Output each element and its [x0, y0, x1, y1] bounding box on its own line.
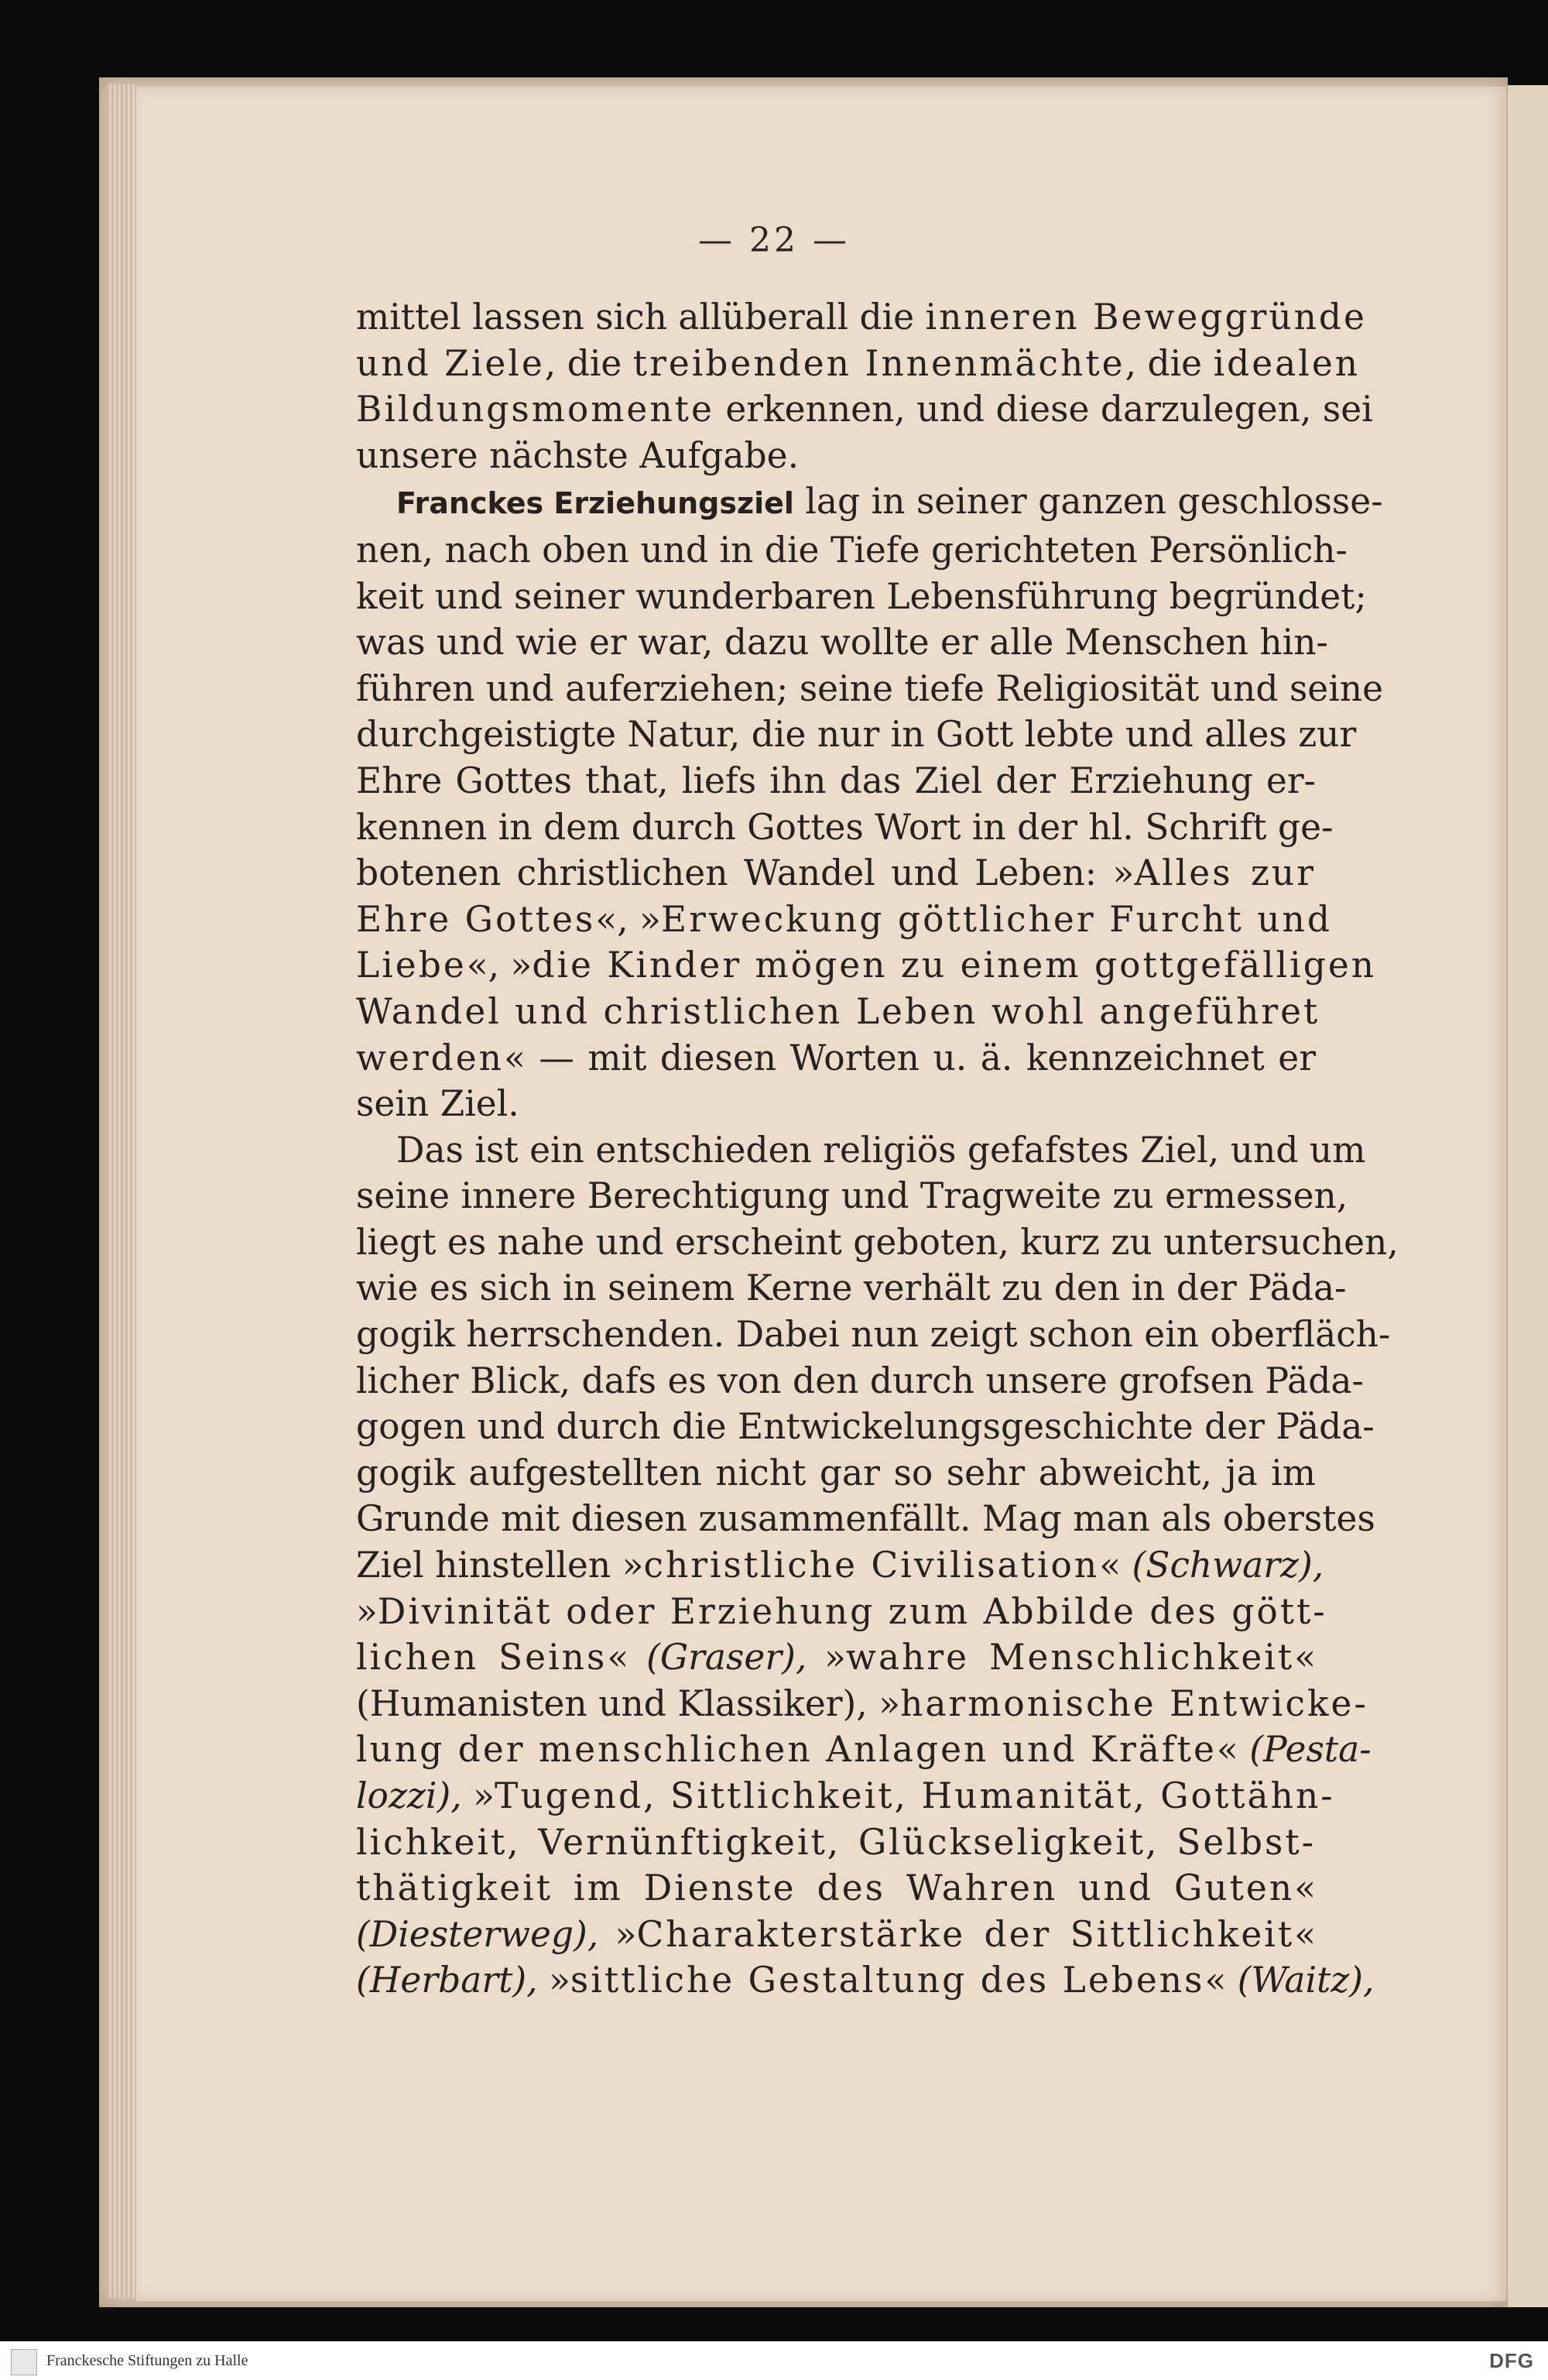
- text-line: [356, 1496, 1375, 1542]
- text-line: [356, 712, 1357, 758]
- text-run: lichen Seins: [356, 1637, 608, 1679]
- text-line: [356, 1819, 1316, 1866]
- footer-bar: [0, 2341, 1548, 2380]
- text-line: [356, 804, 1334, 851]
- text-run: (Schwarz),: [1132, 1545, 1324, 1586]
- text-run: lung der menschlichen Anlagen und Kräfte: [356, 1729, 1217, 1771]
- text-line: [356, 1957, 1375, 2004]
- text-line: [356, 1681, 1368, 1727]
- text-run: (Humanisten und Klassiker), »: [356, 1682, 901, 1724]
- text-run: Franckes Erziehungsziel: [396, 486, 794, 521]
- text-run: «, »: [595, 898, 661, 940]
- text-run: Liebe: [356, 945, 467, 986]
- text-run: Ziel hinstellen »: [356, 1545, 644, 1586]
- text-run: »: [356, 1590, 378, 1632]
- text-run: »: [807, 1637, 847, 1679]
- text-line: [356, 1542, 1324, 1589]
- text-run: Ehre Gottes that, liefs ihn das Ziel der Erziehung er-: [356, 760, 1316, 801]
- text-line: [356, 897, 1332, 943]
- text-run: »: [461, 1775, 495, 1816]
- text-run: (Herbart),: [356, 1960, 538, 2001]
- text-run: sittliche Gestaltung des Lebens: [570, 1960, 1205, 2001]
- text-run: keit und seiner wunderbaren Lebensführung begründet;: [356, 575, 1367, 617]
- text-run: durchgeistigte Natur, die nur in Gott lebte und alles zur: [356, 714, 1357, 756]
- text-run: gogik aufgestellten nicht gar so sehr abweicht, ja im: [356, 1452, 1316, 1494]
- text-run: »: [537, 1960, 570, 2001]
- text-run: (Waitz),: [1237, 1960, 1375, 2001]
- text-run: christliche Civilisation: [643, 1545, 1100, 1586]
- text-line: [356, 1173, 1348, 1219]
- text-line: [356, 758, 1316, 804]
- text-line: [356, 619, 1328, 666]
- text-run: mittel lassen sich allüberall die: [356, 297, 926, 338]
- text-line: [356, 341, 1361, 387]
- text-run: gogik herrschenden. Dabei nun zeigt schon ein oberfläch-: [356, 1314, 1391, 1356]
- text-line: [356, 294, 1367, 341]
- text-run: Divinität oder Erziehung zum Abbilde des gött-: [377, 1590, 1327, 1632]
- text-run: werden: [356, 1037, 504, 1079]
- text-line: [356, 1127, 1366, 1174]
- text-run: Alles zur: [1134, 852, 1316, 894]
- text-run: (Diesterweg),: [356, 1913, 599, 1955]
- text-run: kennen in dem durch Gottes Wort in der hl. Schrift ge-: [356, 806, 1334, 848]
- text-run: Tugend, Sittlichkeit, Humanität, Gottähn-: [494, 1775, 1335, 1816]
- page-number: — 22 —: [698, 221, 850, 260]
- text-line: [356, 1081, 1316, 1127]
- text-run: «: [1099, 1545, 1132, 1586]
- text-run: und Ziele: [356, 342, 545, 384]
- text-run: harmonische Entwicke-: [900, 1682, 1368, 1724]
- text-run: «: [1294, 1913, 1316, 1955]
- text-run: « — mit diesen Worten u. ä. kennzeichnet er: [503, 1037, 1316, 1079]
- text-run: führen und auferziehen; seine tiefe Religiosität und seine: [356, 667, 1384, 709]
- text-run: thätigkeit im Dienste des Wahren und Guten: [356, 1867, 1295, 1909]
- page-edges: [107, 84, 138, 2298]
- text-line: [356, 1035, 1316, 1082]
- text-line: [356, 1634, 1316, 1681]
- text-run: «: [1294, 1637, 1316, 1679]
- text-line: [356, 1404, 1375, 1450]
- text-run: botenen christlichen Wandel und Leben: »: [356, 852, 1135, 894]
- text-run: »: [598, 1913, 637, 1955]
- text-line: [356, 1219, 1399, 1266]
- text-run: seine innere Berechtigung und Tragweite zu ermessen,: [356, 1175, 1348, 1217]
- text-run: treibenden Innenmächte: [632, 342, 1125, 384]
- text-line: [356, 478, 1383, 527]
- text-run: (Graser),: [646, 1637, 807, 1679]
- text-line: [356, 1450, 1316, 1497]
- text-run: «: [1204, 1960, 1238, 2001]
- text-line: [356, 527, 1348, 574]
- text-run: was und wie er war, dazu wollte er alle Menschen hin-: [356, 622, 1328, 664]
- text-line: [356, 1727, 1372, 1773]
- institution-logo-icon: [11, 2349, 37, 2375]
- text-line: [356, 1312, 1391, 1358]
- text-run: unsere nächste Aufgabe.: [356, 434, 800, 476]
- text-run: gogen und durch die Entwickelungsgeschichte der Päda-: [356, 1406, 1375, 1448]
- text-run: die Kinder mögen zu einem gottgefälligen: [532, 945, 1377, 986]
- text-line: [356, 574, 1367, 620]
- text-run: «: [1216, 1729, 1250, 1771]
- text-run: (Pesta-: [1249, 1729, 1372, 1771]
- text-run: lichkeit, Vernünftigkeit, Glückseligkeit, Selbst-: [356, 1821, 1316, 1863]
- facing-page-edge: [1508, 85, 1548, 2307]
- text-run: Grunde mit diesen zusammenfällt. Mag man als oberstes: [356, 1498, 1375, 1540]
- dfg-logo: DFG: [1489, 2349, 1534, 2372]
- text-run: Erweckung göttlicher Furcht und: [660, 898, 1332, 940]
- text-line: [356, 989, 1320, 1035]
- text-run: idealen: [1213, 342, 1361, 384]
- text-run: , die: [544, 342, 633, 384]
- text-run: , die: [1125, 342, 1214, 384]
- text-line: [356, 1358, 1364, 1404]
- text-run: nen, nach oben und in die Tiefe gerichteten Persönlich-: [356, 529, 1348, 571]
- text-run: wahre Menschlichkeit: [846, 1637, 1295, 1679]
- text-line: [356, 666, 1384, 712]
- text-run: Bildungsmomente: [356, 389, 714, 430]
- text-run: Ehre Gottes: [356, 898, 596, 940]
- text-line: [356, 433, 1316, 479]
- text-line: [356, 1912, 1316, 1958]
- text-line: [356, 1773, 1335, 1819]
- text-run: sein Ziel.: [356, 1083, 519, 1125]
- text-line: [356, 1865, 1316, 1912]
- text-run: wie es sich in seinem Kerne verhält zu den in der Päda-: [356, 1267, 1347, 1309]
- institution-name: Franckesche Stiftungen zu Halle: [46, 2352, 248, 2369]
- text-line: [356, 1589, 1327, 1635]
- text-line: [356, 942, 1377, 989]
- text-line: [356, 1265, 1347, 1312]
- text-run: erkennen, und diese darzulegen, sei: [714, 389, 1373, 430]
- text-run: licher Blick, dafs es von den durch unsere grofsen Päda-: [356, 1360, 1364, 1401]
- text-run: lag in seiner ganzen geschlosse-: [793, 481, 1383, 523]
- text-run: Charakterstärke der Sittlichkeit: [636, 1913, 1295, 1955]
- text-run: Wandel und christlichen Leben wohl angeführet: [356, 990, 1320, 1032]
- text-run: lozzi),: [356, 1775, 462, 1816]
- text-run: inneren Beweggründe: [925, 297, 1367, 338]
- body-text: [356, 294, 1399, 2004]
- text-run: «, »: [466, 945, 533, 986]
- text-run: Das ist ein entschieden religiös gefafstes Ziel, und um: [396, 1129, 1366, 1171]
- text-line: [356, 386, 1373, 433]
- text-run: «: [607, 1637, 647, 1679]
- text-run: «: [1294, 1867, 1316, 1909]
- text-run: liegt es nahe und erscheint geboten, kurz zu untersuchen,: [356, 1221, 1399, 1263]
- text-line: [356, 850, 1316, 897]
